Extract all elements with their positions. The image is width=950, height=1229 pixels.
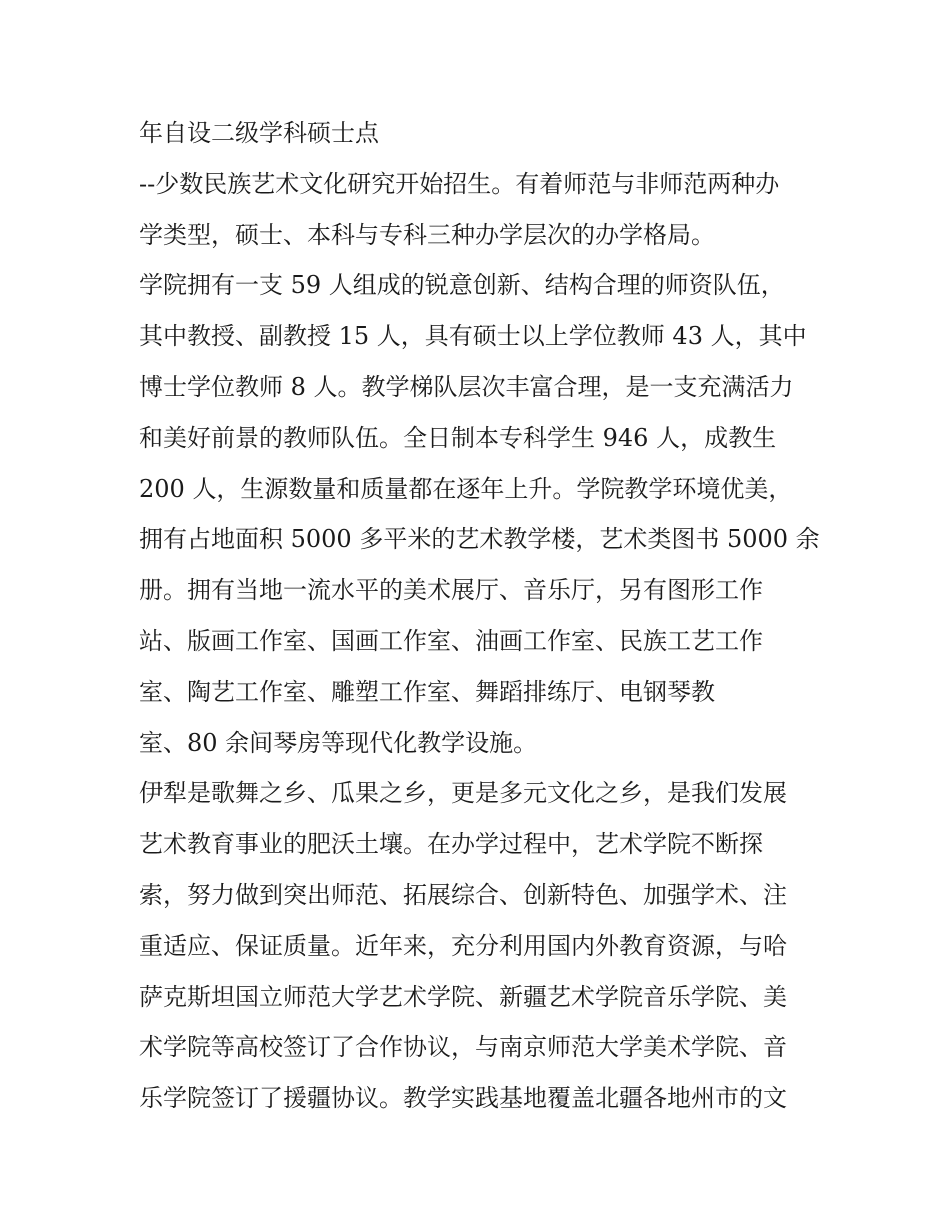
text-line: 室、陶艺工作室、雕塑工作室、舞蹈排练厅、电钢琴教 [139, 677, 715, 706]
text-line: 伊犁是歌舞之乡、瓜果之乡，更是多元文化之乡，是我们发展 [139, 779, 787, 808]
text-line: 其中教授、副教授 15 人，具有硕士以上学位教师 43 人，其中 [139, 322, 807, 351]
text-line: 重适应、保证质量。近年来，充分利用国内外教育资源，与哈 [139, 931, 787, 960]
text-line: 200 人，生源数量和质量都在逐年上升。学院教学环境优美， [139, 474, 793, 503]
text-line: 萨克斯坦国立师范大学艺术学院、新疆艺术学院音乐学院、美 [139, 982, 787, 1011]
text-line: 术学院等高校签订了合作协议，与南京师范大学美术学院、音 [139, 1033, 787, 1062]
body-text [139, 108, 819, 1124]
text-line: 艺术教育事业的肥沃土壤。在办学过程中，艺术学院不断探 [139, 830, 763, 859]
text-line: 乐学院签订了援疆协议。教学实践基地覆盖北疆各地州市的文 [139, 1084, 787, 1113]
text-line: 年自设二级学科硕士点 [139, 119, 379, 147]
text-line: 索，努力做到突出师范、拓展综合、创新特色、加强学术、注 [139, 880, 787, 909]
text-line: 册。拥有当地一流水平的美术展厅、音乐厅，另有图形工作 [139, 576, 763, 605]
text-line: 学类型，硕士、本科与专科三种办学层次的办学格局。 [139, 220, 715, 249]
text-line: 学院拥有一支 59 人组成的锐意创新、结构合理的师资队伍， [139, 271, 785, 300]
text-line: 博士学位教师 8 人。教学梯队层次丰富合理，是一支充满活力 [139, 372, 794, 401]
text-line: --少数民族艺术文化研究开始招生。有着师范与非师范两种办 [139, 169, 780, 198]
text-line: 和美好前景的教师队伍。全日制本专科学生 946 人，成教生 [139, 423, 777, 452]
text-line: 室、80 余间琴房等现代化教学设施。 [139, 728, 538, 757]
text-line: 拥有占地面积 5000 多平米的艺术教学楼，艺术类图书 5000 余 [139, 525, 820, 554]
text-line: 站、版画工作室、国画工作室、油画工作室、民族工艺工作 [139, 626, 763, 655]
